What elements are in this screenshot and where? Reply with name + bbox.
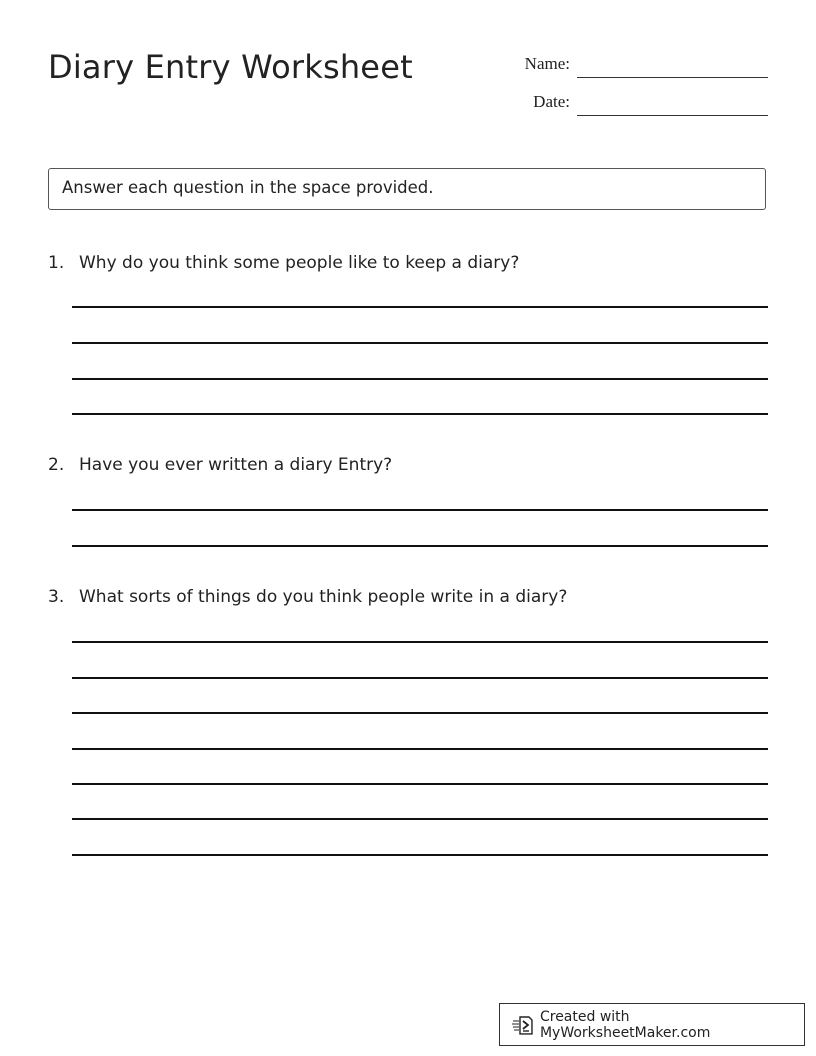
answer-line[interactable] bbox=[72, 413, 768, 415]
footer-badge[interactable] bbox=[499, 1003, 805, 1046]
answer-line[interactable] bbox=[72, 545, 768, 547]
answer-line[interactable] bbox=[72, 818, 768, 820]
question-1-number: 1. bbox=[48, 253, 65, 273]
answer-line[interactable] bbox=[72, 306, 768, 308]
answer-line[interactable] bbox=[72, 783, 768, 785]
worksheet-title: Diary Entry Worksheet bbox=[48, 48, 413, 86]
question-3-text: What sorts of things do you think people write in a diary? bbox=[79, 587, 568, 607]
answer-line[interactable] bbox=[72, 712, 768, 714]
question-3-number: 3. bbox=[48, 587, 65, 607]
question-2-text: Have you ever written a diary Entry? bbox=[79, 455, 393, 475]
answer-line[interactable] bbox=[72, 641, 768, 643]
date-field-line[interactable] bbox=[577, 115, 768, 116]
footer-text: Created with MyWorksheetMaker.com bbox=[539, 1008, 711, 1041]
instructions-text: Answer each question in the space provided. bbox=[62, 178, 434, 197]
worksheet-maker-logo-icon bbox=[512, 1014, 534, 1036]
question-2-number: 2. bbox=[48, 455, 65, 475]
answer-line[interactable] bbox=[72, 748, 768, 750]
name-label: Name: bbox=[524, 54, 570, 73]
answer-line[interactable] bbox=[72, 509, 768, 511]
answer-line[interactable] bbox=[72, 854, 768, 856]
question-1-text: Why do you think some people like to keep a diary? bbox=[79, 253, 520, 273]
answer-line[interactable] bbox=[72, 677, 768, 679]
name-field-line[interactable] bbox=[577, 77, 768, 78]
answer-line[interactable] bbox=[72, 378, 768, 380]
instructions-box bbox=[48, 168, 766, 210]
date-label: Date: bbox=[533, 92, 570, 111]
answer-line[interactable] bbox=[72, 342, 768, 344]
